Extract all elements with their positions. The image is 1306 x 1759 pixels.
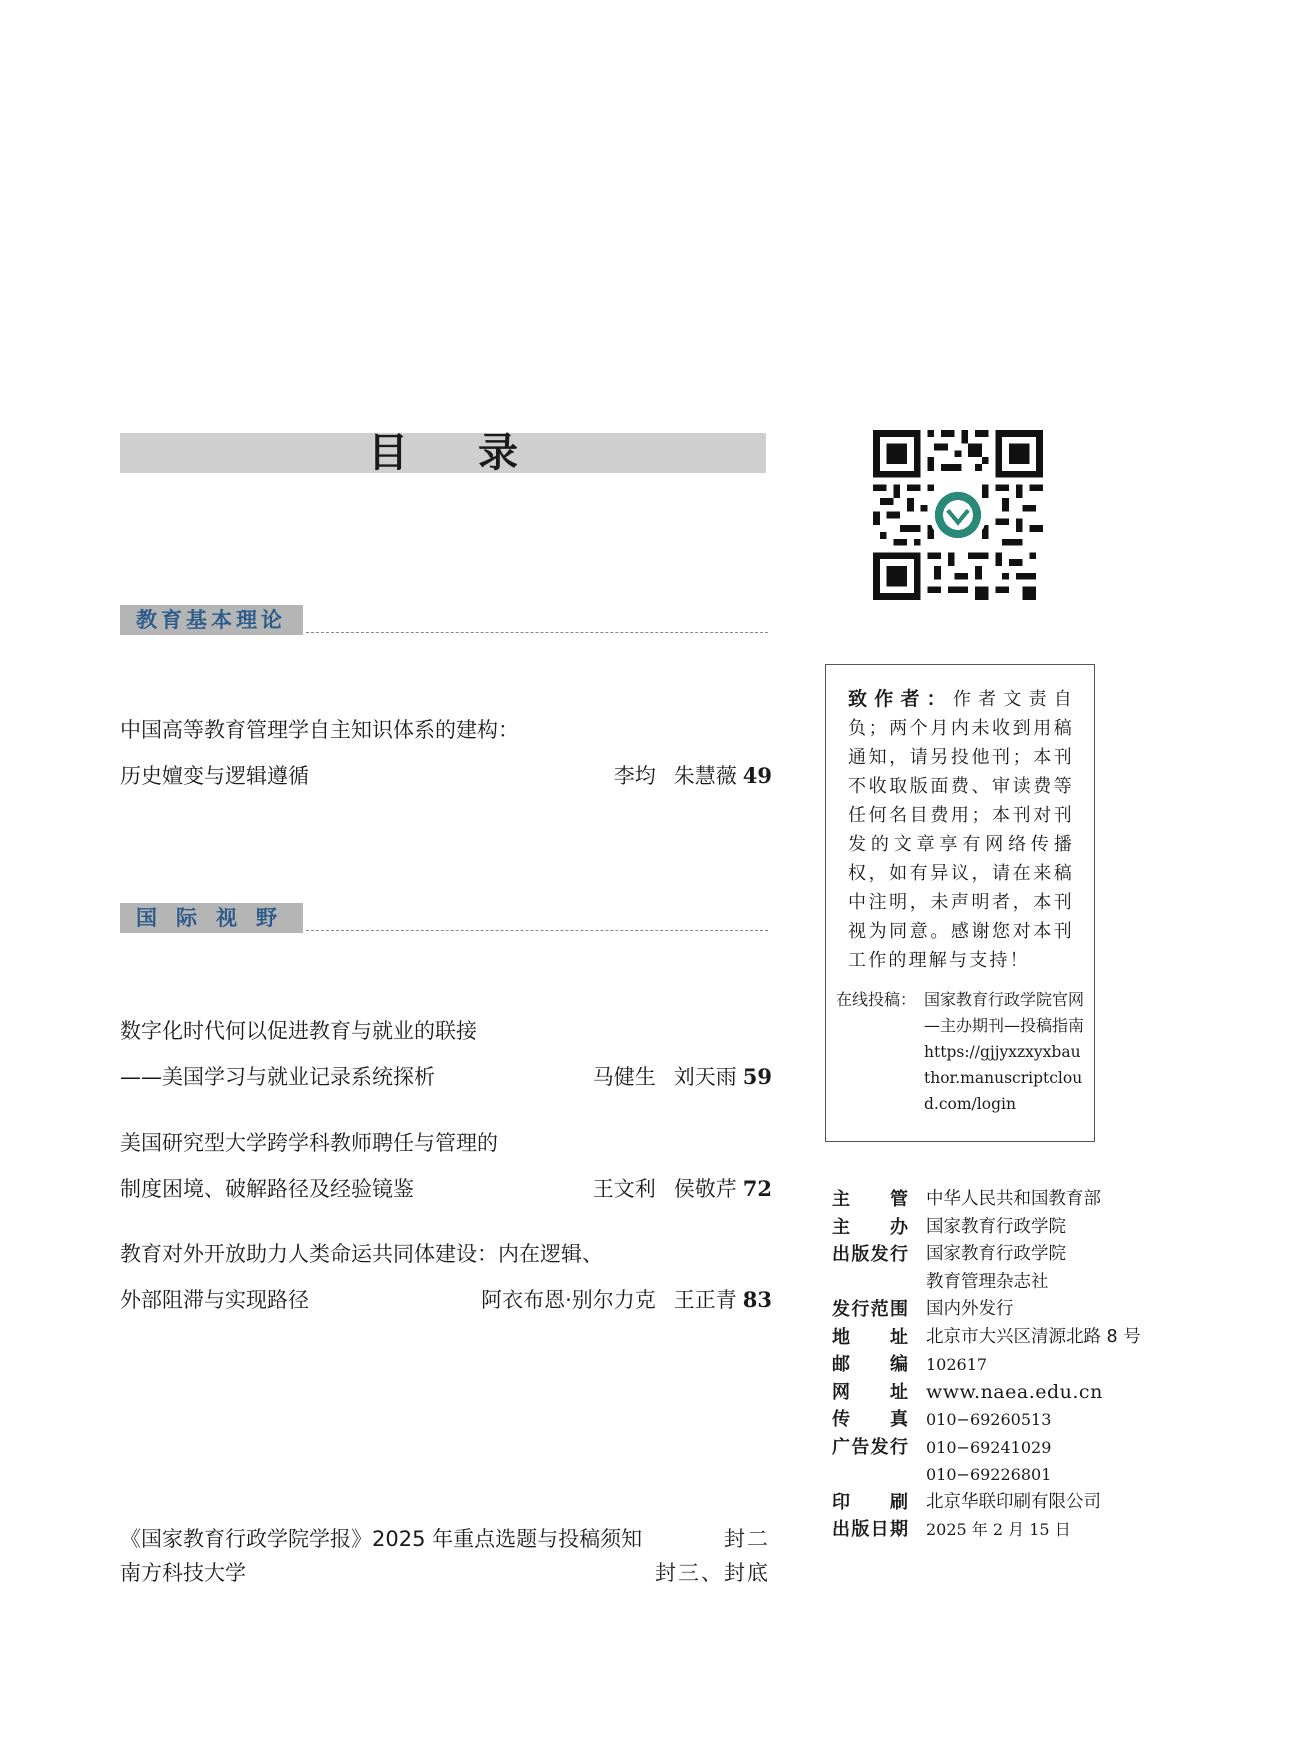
author-name: 李均 — [613, 764, 656, 788]
footer-entry-location: 封二 — [724, 1527, 770, 1551]
article-author-page — [593, 1063, 772, 1091]
toc-title: 目录 — [368, 429, 588, 476]
article-author-page — [481, 1286, 772, 1314]
pubinfo-row — [832, 1186, 1132, 1214]
section-tag: 教育基本理论 — [120, 605, 303, 635]
pubinfo-value: 010−69226801 — [926, 1465, 1052, 1484]
pubinfo-value: 国家教育行政学院 — [926, 1244, 1066, 1264]
pubinfo-value: 102617 — [926, 1355, 988, 1374]
footer-entry-text: 南方科技大学 — [120, 1561, 246, 1585]
pubinfo-value: 010−69241029 — [926, 1437, 1052, 1457]
footer-entry-location: 封三、封底 — [655, 1561, 770, 1585]
article-entry[interactable] — [120, 1017, 772, 1109]
footer-entry[interactable] — [120, 1558, 770, 1588]
pubinfo-value: 中华人民共和国教育部 — [926, 1189, 1101, 1209]
pubinfo-key: 主 办 — [832, 1216, 908, 1238]
pubinfo-value: 国内外发行 — [926, 1299, 1014, 1319]
article-title-line2: 历史嬗变与逻辑遵循 — [120, 764, 309, 788]
article-entry[interactable] — [120, 716, 772, 808]
article-title-line1: 中国高等教育管理学自主知识体系的建构： — [120, 718, 519, 742]
section-header-international — [120, 903, 766, 933]
footer-entry-text: 《国家教育行政学院学报》2025 年重点选题与投稿须知 — [120, 1527, 643, 1551]
publication-info — [832, 1186, 1141, 1544]
pubinfo-row — [832, 1296, 1132, 1324]
online-url[interactable]: https://gjjyxzxyxbauthor.manuscriptcloud.com/login — [924, 1043, 1083, 1113]
pubinfo-key: 广 告 发 行 — [832, 1436, 908, 1458]
notice-lead: 致作者： — [848, 688, 953, 710]
qr-code-icon — [873, 430, 1043, 600]
pubinfo-key: 发 行 范 围 — [832, 1299, 908, 1320]
pubinfo-key: 出 版 日 期 — [832, 1519, 908, 1540]
pubinfo-row — [832, 1489, 1132, 1517]
online-submission — [836, 987, 1084, 1117]
pubinfo-value: 北京华联印刷有限公司 — [926, 1491, 1101, 1512]
pubinfo-value: 教育管理杂志社 — [926, 1271, 1049, 1292]
author-name: 朱慧薇 — [673, 764, 737, 788]
pubinfo-row — [832, 1214, 1132, 1242]
pubinfo-key: 网 址 — [832, 1381, 908, 1403]
page-number: 59 — [742, 1064, 772, 1089]
pubinfo-row — [832, 1461, 1132, 1489]
pubinfo-value: 010−69260513 — [926, 1410, 1052, 1429]
notice-to-authors — [825, 664, 1095, 1142]
article-entry[interactable] — [120, 1240, 772, 1332]
pubinfo-key: 印 刷 — [832, 1491, 908, 1513]
author-name: 阿衣布恩·别尔力克 — [481, 1288, 656, 1312]
pubinfo-value[interactable]: www.naea.edu.cn — [926, 1380, 1103, 1403]
pubinfo-row — [832, 1406, 1132, 1434]
author-name: 刘天雨 — [673, 1065, 737, 1089]
notice-body — [836, 685, 1084, 975]
pubinfo-value: 国家教育行政学院 — [926, 1216, 1066, 1237]
online-path: 国家教育行政学院官网—主办期刊—投稿指南 — [924, 990, 1085, 1035]
article-author-page — [614, 762, 772, 790]
pubinfo-key: 地 址 — [832, 1326, 908, 1348]
pubinfo-key: 主 管 — [832, 1189, 908, 1210]
article-author-page — [593, 1175, 772, 1203]
pubinfo-value: 北京市大兴区清源北路 8 号 — [926, 1326, 1141, 1347]
section-tag: 国际视野 — [120, 903, 303, 933]
pubinfo-value: 2025 年 2 月 15 日 — [926, 1520, 1071, 1539]
article-title-line2: 制度困境、破解路径及经验镜鉴 — [120, 1177, 414, 1201]
page-number: 83 — [742, 1287, 772, 1312]
page-number: 49 — [742, 763, 772, 788]
pubinfo-key: 邮 编 — [832, 1354, 908, 1375]
article-entry[interactable] — [120, 1129, 772, 1221]
author-name: 侯敬芹 — [673, 1177, 737, 1201]
pubinfo-row — [832, 1516, 1132, 1544]
toc-header — [120, 429, 766, 476]
article-title-line2: 外部阻滞与实现路径 — [120, 1288, 309, 1312]
author-name: 王正青 — [673, 1288, 737, 1312]
section-divider — [306, 930, 768, 931]
section-divider — [306, 632, 768, 633]
pubinfo-key: 出 版 发 行 — [832, 1244, 908, 1265]
pubinfo-row — [832, 1241, 1132, 1269]
author-name: 王文利 — [592, 1177, 656, 1201]
pubinfo-row — [832, 1269, 1132, 1297]
article-title-line1: 教育对外开放助力人类命运共同体建设：内在逻辑、 — [120, 1242, 603, 1266]
pubinfo-row — [832, 1351, 1132, 1379]
online-label: 在线投稿： — [836, 990, 917, 1009]
pubinfo-row — [832, 1434, 1132, 1462]
pubinfo-key: 传 真 — [832, 1409, 908, 1430]
pubinfo-row — [832, 1324, 1141, 1352]
page-number: 72 — [742, 1176, 772, 1201]
author-name: 马健生 — [592, 1065, 656, 1089]
article-title-line2: ——美国学习与就业记录系统探析 — [120, 1065, 435, 1089]
footer-entry[interactable] — [120, 1524, 770, 1554]
pubinfo-row — [832, 1379, 1132, 1407]
article-title-line1: 美国研究型大学跨学科教师聘任与管理的 — [120, 1131, 498, 1155]
section-header-basic-theory — [120, 605, 766, 635]
notice-text: 作者文责自负；两个月内未收到用稿通知，请另投他刊；本刊不收取版面费、审读费等任何名目费用；本刊对刊发的文章享有网络传播权，如有异议，请在来稿中注明，未声明者，本刊视为同意。感谢您对本刊工作的理解与支持！ — [848, 689, 1074, 971]
article-title-line1: 数字化时代何以促进教育与就业的联接 — [120, 1019, 477, 1043]
